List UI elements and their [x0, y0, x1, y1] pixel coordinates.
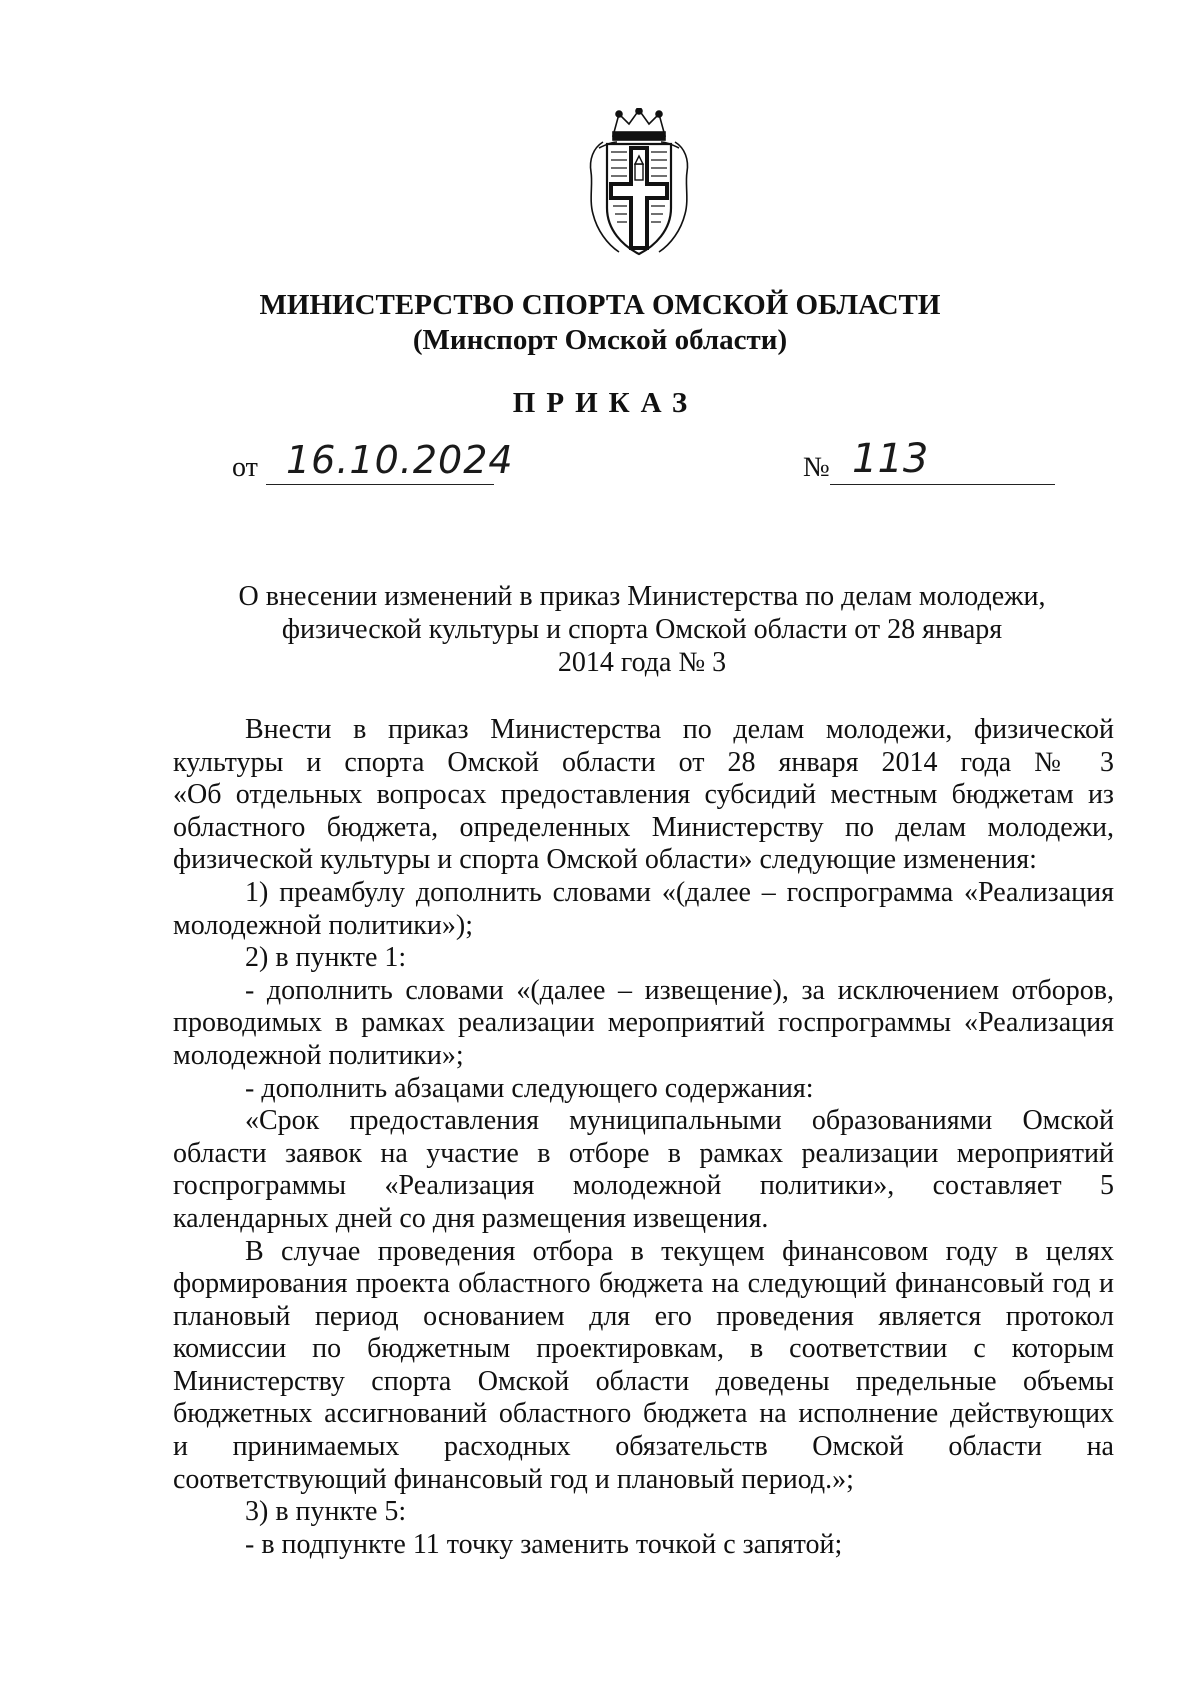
number-value-handwritten: 113 — [852, 436, 929, 482]
body-line: Министерству спорта Омской области доведены предельные объемы — [173, 1365, 1114, 1397]
body-line: областного бюджета, определенных Министерству по делам молодежи, — [173, 811, 1114, 843]
body-line: - дополнить абзацами следующего содержания: — [245, 1072, 814, 1104]
body-line: плановый период основанием для его проведения является протокол — [173, 1300, 1114, 1332]
coat-of-arms-emblem — [583, 108, 695, 258]
document-type-title: ПРИКАЗ — [512, 387, 699, 419]
body-line: проводимых в рамках реализации мероприятий госпрограммы «Реализация — [173, 1007, 1114, 1039]
body-line: 1) преамбулу дополнить словами «(далее – госпрограмма «Реализация — [245, 876, 1114, 908]
date-underline — [266, 484, 494, 485]
ministry-short-name: (Минспорт Омской области) — [412, 324, 788, 356]
body-line: календарных дней со дня размещения извещения. — [173, 1202, 769, 1234]
document-body — [173, 714, 1114, 1561]
body-line: и принимаемых расходных обязательств Омской области на — [173, 1431, 1114, 1463]
subject-line: 2014 года № 3 — [557, 647, 727, 678]
body-line: госпрограммы «Реализация молодежной политики», составляет 5 — [173, 1170, 1114, 1202]
number-underline — [830, 484, 1055, 485]
body-line: комиссии по бюджетным проектировкам, в соответствии с которым — [173, 1333, 1114, 1365]
body-line: молодежной политики»; — [173, 1039, 464, 1071]
date-value-handwritten: 16.10.2024 — [286, 438, 514, 482]
body-line: соответствующий финансовый год и плановый период.»; — [173, 1463, 854, 1495]
number-label: № — [803, 452, 830, 483]
subject-line: физической культуры и спорта Омской области от 28 января — [281, 614, 1003, 645]
body-line: бюджетных ассигнований областного бюджета на исполнение действующих — [173, 1398, 1114, 1430]
body-line: Внести в приказ Министерства по делам молодежи, физической — [245, 714, 1114, 745]
ministry-name: МИНИСТЕРСТВО СПОРТА ОМСКОЙ ОБЛАСТИ — [259, 289, 941, 321]
document-subject — [0, 580, 1200, 679]
body-line: физической культуры и спорта Омской области» следующие изменения: — [173, 844, 1037, 876]
body-line: - дополнить словами «(далее – извещение), за исключением отборов, — [245, 974, 1114, 1006]
body-line: «Об отдельных вопросах предоставления субсидий местным бюджетам из — [173, 779, 1114, 811]
body-line: молодежной политики»); — [173, 909, 473, 941]
body-line: 3) в пункте 5: — [245, 1496, 407, 1528]
body-line: формирования проекта областного бюджета на следующий финансовый год и — [173, 1268, 1114, 1300]
body-line: области заявок на участие в отборе в рамках реализации мероприятий — [173, 1137, 1114, 1169]
body-line: В случае проведения отбора в текущем финансовом году в целях — [245, 1235, 1114, 1267]
body-line: 2) в пункте 1: — [245, 942, 407, 974]
body-line: - в подпункте 11 точку заменить точкой с запятой; — [245, 1528, 843, 1560]
subject-line: О внесении изменений в приказ Министерства по делам молодежи, — [238, 581, 1046, 612]
body-line: «Срок предоставления муниципальными образованиями Омской — [245, 1105, 1114, 1137]
date-label: от — [232, 452, 258, 483]
body-line: культуры и спорта Омской области от 28 января 2014 года № 3 — [173, 746, 1114, 778]
